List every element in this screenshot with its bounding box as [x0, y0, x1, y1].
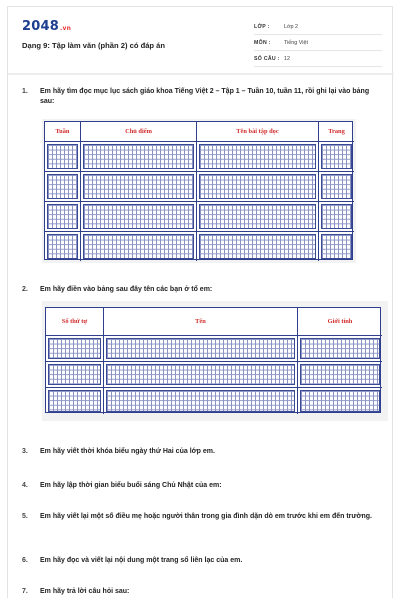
meta-row-count — [254, 51, 382, 67]
meta-info — [254, 19, 382, 67]
header-divider — [8, 73, 394, 75]
meta-label: LỚP : — [254, 23, 270, 30]
writing-cell — [298, 362, 382, 388]
page-frame — [7, 6, 393, 598]
writing-cell — [319, 172, 354, 202]
writing-cell — [45, 142, 81, 172]
question-7 — [22, 587, 382, 597]
writing-cell — [197, 232, 319, 261]
document-title: Dạng 9: Tập làm văn (phần 2) có đáp án — [22, 41, 166, 50]
question-text: Em hãy đọc và viết lại nội dung một trang sổ liên lạc của em. — [40, 557, 243, 564]
writing-cell — [46, 336, 104, 362]
document-header — [8, 7, 394, 69]
question-text: Em hãy viết lại một số điều mẹ hoặc người thân trong gia đình dặn dò em trước khi em đến trường. — [40, 513, 372, 520]
question-3 — [22, 447, 382, 457]
question-number: 3. — [22, 448, 28, 455]
writing-cell — [104, 388, 298, 414]
writing-cell — [81, 172, 197, 202]
table-header-cell: Chủ điểm — [81, 122, 197, 142]
writing-cell — [319, 202, 354, 232]
question-2 — [22, 285, 382, 295]
logo-suffix: .vn — [59, 25, 72, 32]
table-header-cell: Tên — [104, 308, 298, 336]
writing-cell — [104, 336, 298, 362]
question-number: 6. — [22, 557, 28, 564]
question-number: 4. — [22, 482, 28, 489]
table-of-contents-table — [44, 121, 353, 260]
table-header-cell: Tên bài tập đọc — [197, 122, 319, 142]
question-number: 5. — [22, 513, 28, 520]
group-members-table — [45, 307, 381, 413]
writing-cell — [81, 232, 197, 261]
writing-cell — [46, 388, 104, 414]
writing-cell — [45, 172, 81, 202]
question-text: Em hãy trả lời câu hỏi sau: — [40, 588, 130, 595]
question-text: Em hãy điền vào bảng sau đây tên các bạn ở tổ em: — [40, 286, 213, 293]
writing-cell — [319, 142, 354, 172]
meta-row-subject — [254, 35, 382, 51]
writing-cell — [46, 362, 104, 388]
question-number: 1. — [22, 88, 28, 95]
question-1 — [22, 87, 382, 109]
writing-cell — [197, 202, 319, 232]
question-text: Em hãy tìm đọc mục lục sách giáo khoa Tiếng Việt 2 – Tập 1 – Tuần 10, tuần 11, rồi ghi lại vào bảng sau: — [40, 88, 370, 105]
writing-cell — [81, 202, 197, 232]
meta-value: Tiếng Việt — [284, 39, 308, 46]
table-header-cell: Số thứ tự — [46, 308, 104, 336]
writing-cell — [45, 202, 81, 232]
question-6 — [22, 556, 382, 566]
writing-cell — [104, 362, 298, 388]
question-text: Em hãy viết thời khóa biểu ngày thứ Hai của lớp em. — [40, 448, 215, 455]
writing-cell — [319, 232, 354, 261]
question-4 — [22, 481, 382, 491]
table-2-background — [42, 301, 388, 421]
meta-label: SỐ CÂU : — [254, 55, 280, 62]
site-logo[interactable] — [22, 19, 71, 34]
writing-cell — [197, 142, 319, 172]
writing-cell — [298, 336, 382, 362]
table-header-cell: Giới tính — [298, 308, 382, 336]
question-number: 7. — [22, 588, 28, 595]
meta-value: Lớp 2 — [284, 23, 299, 30]
writing-cell — [197, 172, 319, 202]
writing-cell — [81, 142, 197, 172]
question-5 — [22, 512, 382, 534]
question-text: Em hãy lập thời gian biểu buổi sáng Chủ Nhật của em: — [40, 482, 222, 489]
meta-value: 12 — [284, 55, 290, 62]
question-number: 2. — [22, 286, 28, 293]
logo-text: 2048 — [22, 19, 59, 34]
writing-cell — [298, 388, 382, 414]
meta-row-grade — [254, 19, 382, 35]
table-header-cell: Trang — [319, 122, 354, 142]
table-header-cell: Tuần — [45, 122, 81, 142]
writing-cell — [45, 232, 81, 261]
meta-label: MÔN : — [254, 39, 271, 46]
table-1-background — [42, 119, 356, 263]
